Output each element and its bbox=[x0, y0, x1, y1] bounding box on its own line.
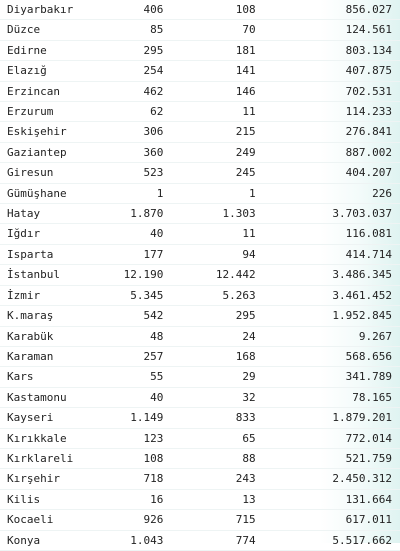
value-b-cell: 245 bbox=[235, 166, 256, 180]
province-name-cell: Giresun bbox=[7, 166, 54, 180]
table-row bbox=[0, 448, 400, 468]
value-c-cell: 114.233 bbox=[345, 105, 392, 119]
value-a-cell: 718 bbox=[143, 472, 164, 486]
table-row bbox=[0, 387, 400, 407]
value-b-cell: 715 bbox=[235, 513, 256, 527]
table-row bbox=[0, 367, 400, 387]
value-c-cell: 3.486.345 bbox=[332, 268, 392, 282]
value-c-cell: 772.014 bbox=[345, 431, 392, 445]
value-b-cell: 243 bbox=[235, 472, 256, 486]
province-name-cell: Eskişehir bbox=[7, 125, 67, 139]
province-name-cell: K.maraş bbox=[7, 309, 54, 323]
value-b-cell: 5.263 bbox=[222, 288, 256, 302]
table-row bbox=[0, 122, 400, 142]
value-b-cell: 65 bbox=[242, 431, 256, 445]
value-c-cell: 404.207 bbox=[345, 166, 392, 180]
province-name-cell: Kayseri bbox=[7, 411, 54, 425]
value-a-cell: 542 bbox=[143, 309, 164, 323]
value-c-cell: 856.027 bbox=[345, 3, 392, 16]
province-name-cell: Elazığ bbox=[7, 64, 47, 78]
province-name-cell: Hatay bbox=[7, 207, 41, 221]
table-row bbox=[0, 489, 400, 509]
value-a-cell: 406 bbox=[143, 3, 164, 16]
value-a-cell: 462 bbox=[143, 84, 164, 98]
table-row bbox=[0, 530, 400, 550]
value-a-cell: 257 bbox=[143, 349, 164, 363]
value-c-cell: 9.267 bbox=[358, 329, 392, 343]
table-row bbox=[0, 0, 400, 20]
value-b-cell: 249 bbox=[235, 145, 256, 159]
value-a-cell: 306 bbox=[143, 125, 164, 139]
value-b-cell: 168 bbox=[235, 349, 256, 363]
value-b-cell: 146 bbox=[235, 84, 256, 98]
value-b-cell: 141 bbox=[235, 64, 256, 78]
value-c-cell: 1.879.201 bbox=[332, 411, 392, 425]
value-b-cell: 29 bbox=[242, 370, 256, 384]
province-name-cell: Isparta bbox=[7, 247, 54, 261]
province-name-cell: Iğdır bbox=[7, 227, 41, 241]
table-row bbox=[0, 183, 400, 203]
value-c-cell: 276.841 bbox=[345, 125, 392, 139]
value-a-cell: 40 bbox=[150, 390, 164, 404]
value-c-cell: 116.081 bbox=[345, 227, 392, 241]
value-b-cell: 833 bbox=[235, 411, 256, 425]
value-b-cell: 88 bbox=[242, 451, 256, 465]
value-a-cell: 926 bbox=[143, 513, 164, 527]
value-c-cell: 341.789 bbox=[345, 370, 392, 384]
table-row bbox=[0, 285, 400, 305]
value-b-cell: 94 bbox=[242, 247, 256, 261]
value-b-cell: 295 bbox=[235, 309, 256, 323]
value-a-cell: 12.190 bbox=[123, 268, 164, 282]
value-a-cell: 123 bbox=[143, 431, 164, 445]
table-row bbox=[0, 204, 400, 224]
province-name-cell: Erzincan bbox=[7, 84, 60, 98]
value-b-cell: 12.442 bbox=[215, 268, 256, 282]
value-b-cell: 32 bbox=[242, 390, 256, 404]
province-name-cell: Gaziantep bbox=[7, 145, 67, 159]
table-row bbox=[0, 469, 400, 489]
province-name-cell: Edirne bbox=[7, 43, 47, 57]
value-a-cell: 48 bbox=[150, 329, 164, 343]
value-a-cell: 108 bbox=[143, 451, 164, 465]
table-row bbox=[0, 20, 400, 40]
province-name-cell: Kocaeli bbox=[7, 513, 54, 527]
table-row bbox=[0, 142, 400, 162]
value-b-cell: 11 bbox=[242, 227, 256, 241]
province-name-cell: İzmir bbox=[7, 288, 41, 302]
value-a-cell: 85 bbox=[150, 23, 164, 37]
value-a-cell: 1 bbox=[156, 186, 164, 200]
value-c-cell: 568.656 bbox=[345, 349, 392, 363]
province-name-cell: Düzce bbox=[7, 23, 41, 37]
value-c-cell: 78.165 bbox=[352, 390, 392, 404]
table-row bbox=[0, 102, 400, 122]
table-row bbox=[0, 510, 400, 530]
value-b-cell: 11 bbox=[242, 105, 256, 119]
value-a-cell: 62 bbox=[150, 105, 164, 119]
value-c-cell: 1.952.845 bbox=[332, 309, 392, 323]
province-name-cell: İstanbul bbox=[7, 268, 60, 282]
value-a-cell: 40 bbox=[150, 227, 164, 241]
value-c-cell: 226 bbox=[372, 186, 392, 200]
value-b-cell: 108 bbox=[235, 3, 256, 16]
value-c-cell: 5.517.662 bbox=[332, 533, 392, 547]
province-name-cell: Kars bbox=[7, 370, 34, 384]
table-row bbox=[0, 408, 400, 428]
province-name-cell: Kırşehir bbox=[7, 472, 60, 486]
value-c-cell: 3.461.452 bbox=[332, 288, 392, 302]
table-row bbox=[0, 326, 400, 346]
province-name-cell: Kilis bbox=[7, 492, 41, 506]
value-a-cell: 55 bbox=[150, 370, 164, 384]
value-c-cell: 414.714 bbox=[345, 247, 392, 261]
value-c-cell: 617.011 bbox=[345, 513, 392, 527]
value-b-cell: 774 bbox=[235, 533, 256, 547]
value-c-cell: 407.875 bbox=[345, 64, 392, 78]
value-c-cell: 3.703.037 bbox=[332, 207, 392, 221]
value-a-cell: 16 bbox=[150, 492, 164, 506]
value-a-cell: 295 bbox=[143, 43, 164, 57]
value-c-cell: 521.759 bbox=[345, 451, 392, 465]
value-a-cell: 1.043 bbox=[130, 533, 164, 547]
value-a-cell: 1.149 bbox=[130, 411, 164, 425]
value-a-cell: 1.870 bbox=[130, 207, 164, 221]
table-row bbox=[0, 306, 400, 326]
province-name-cell: Konya bbox=[7, 533, 41, 547]
table-row bbox=[0, 224, 400, 244]
province-name-cell: Karabük bbox=[7, 329, 54, 343]
value-b-cell: 1 bbox=[248, 186, 256, 200]
table-row bbox=[0, 163, 400, 183]
value-c-cell: 702.531 bbox=[345, 84, 392, 98]
table-row bbox=[0, 428, 400, 448]
table-row bbox=[0, 244, 400, 264]
value-c-cell: 887.002 bbox=[345, 145, 392, 159]
value-b-cell: 215 bbox=[235, 125, 256, 139]
province-name-cell: Kırıkkale bbox=[7, 431, 67, 445]
value-c-cell: 124.561 bbox=[345, 23, 392, 37]
value-a-cell: 360 bbox=[143, 145, 164, 159]
value-c-cell: 131.664 bbox=[345, 492, 392, 506]
province-name-cell: Kırklareli bbox=[7, 451, 74, 465]
value-c-cell: 803.134 bbox=[345, 43, 392, 57]
province-name-cell: Kastamonu bbox=[7, 390, 67, 404]
province-name-cell: Erzurum bbox=[7, 105, 54, 119]
province-name-cell: Diyarbakır bbox=[7, 3, 74, 16]
province-name-cell: Gümüşhane bbox=[7, 186, 67, 200]
value-b-cell: 13 bbox=[242, 492, 256, 506]
value-b-cell: 24 bbox=[242, 329, 256, 343]
table-row bbox=[0, 81, 400, 101]
value-c-cell: 2.450.312 bbox=[332, 472, 392, 486]
table-row bbox=[0, 61, 400, 81]
value-a-cell: 254 bbox=[143, 64, 164, 78]
value-a-cell: 523 bbox=[143, 166, 164, 180]
value-b-cell: 1.303 bbox=[222, 207, 256, 221]
province-name-cell: Karaman bbox=[7, 349, 54, 363]
value-b-cell: 70 bbox=[242, 23, 256, 37]
table-row bbox=[0, 40, 400, 60]
table-row bbox=[0, 346, 400, 366]
value-a-cell: 177 bbox=[143, 247, 164, 261]
table-row bbox=[0, 265, 400, 285]
value-a-cell: 5.345 bbox=[130, 288, 164, 302]
value-b-cell: 181 bbox=[235, 43, 256, 57]
